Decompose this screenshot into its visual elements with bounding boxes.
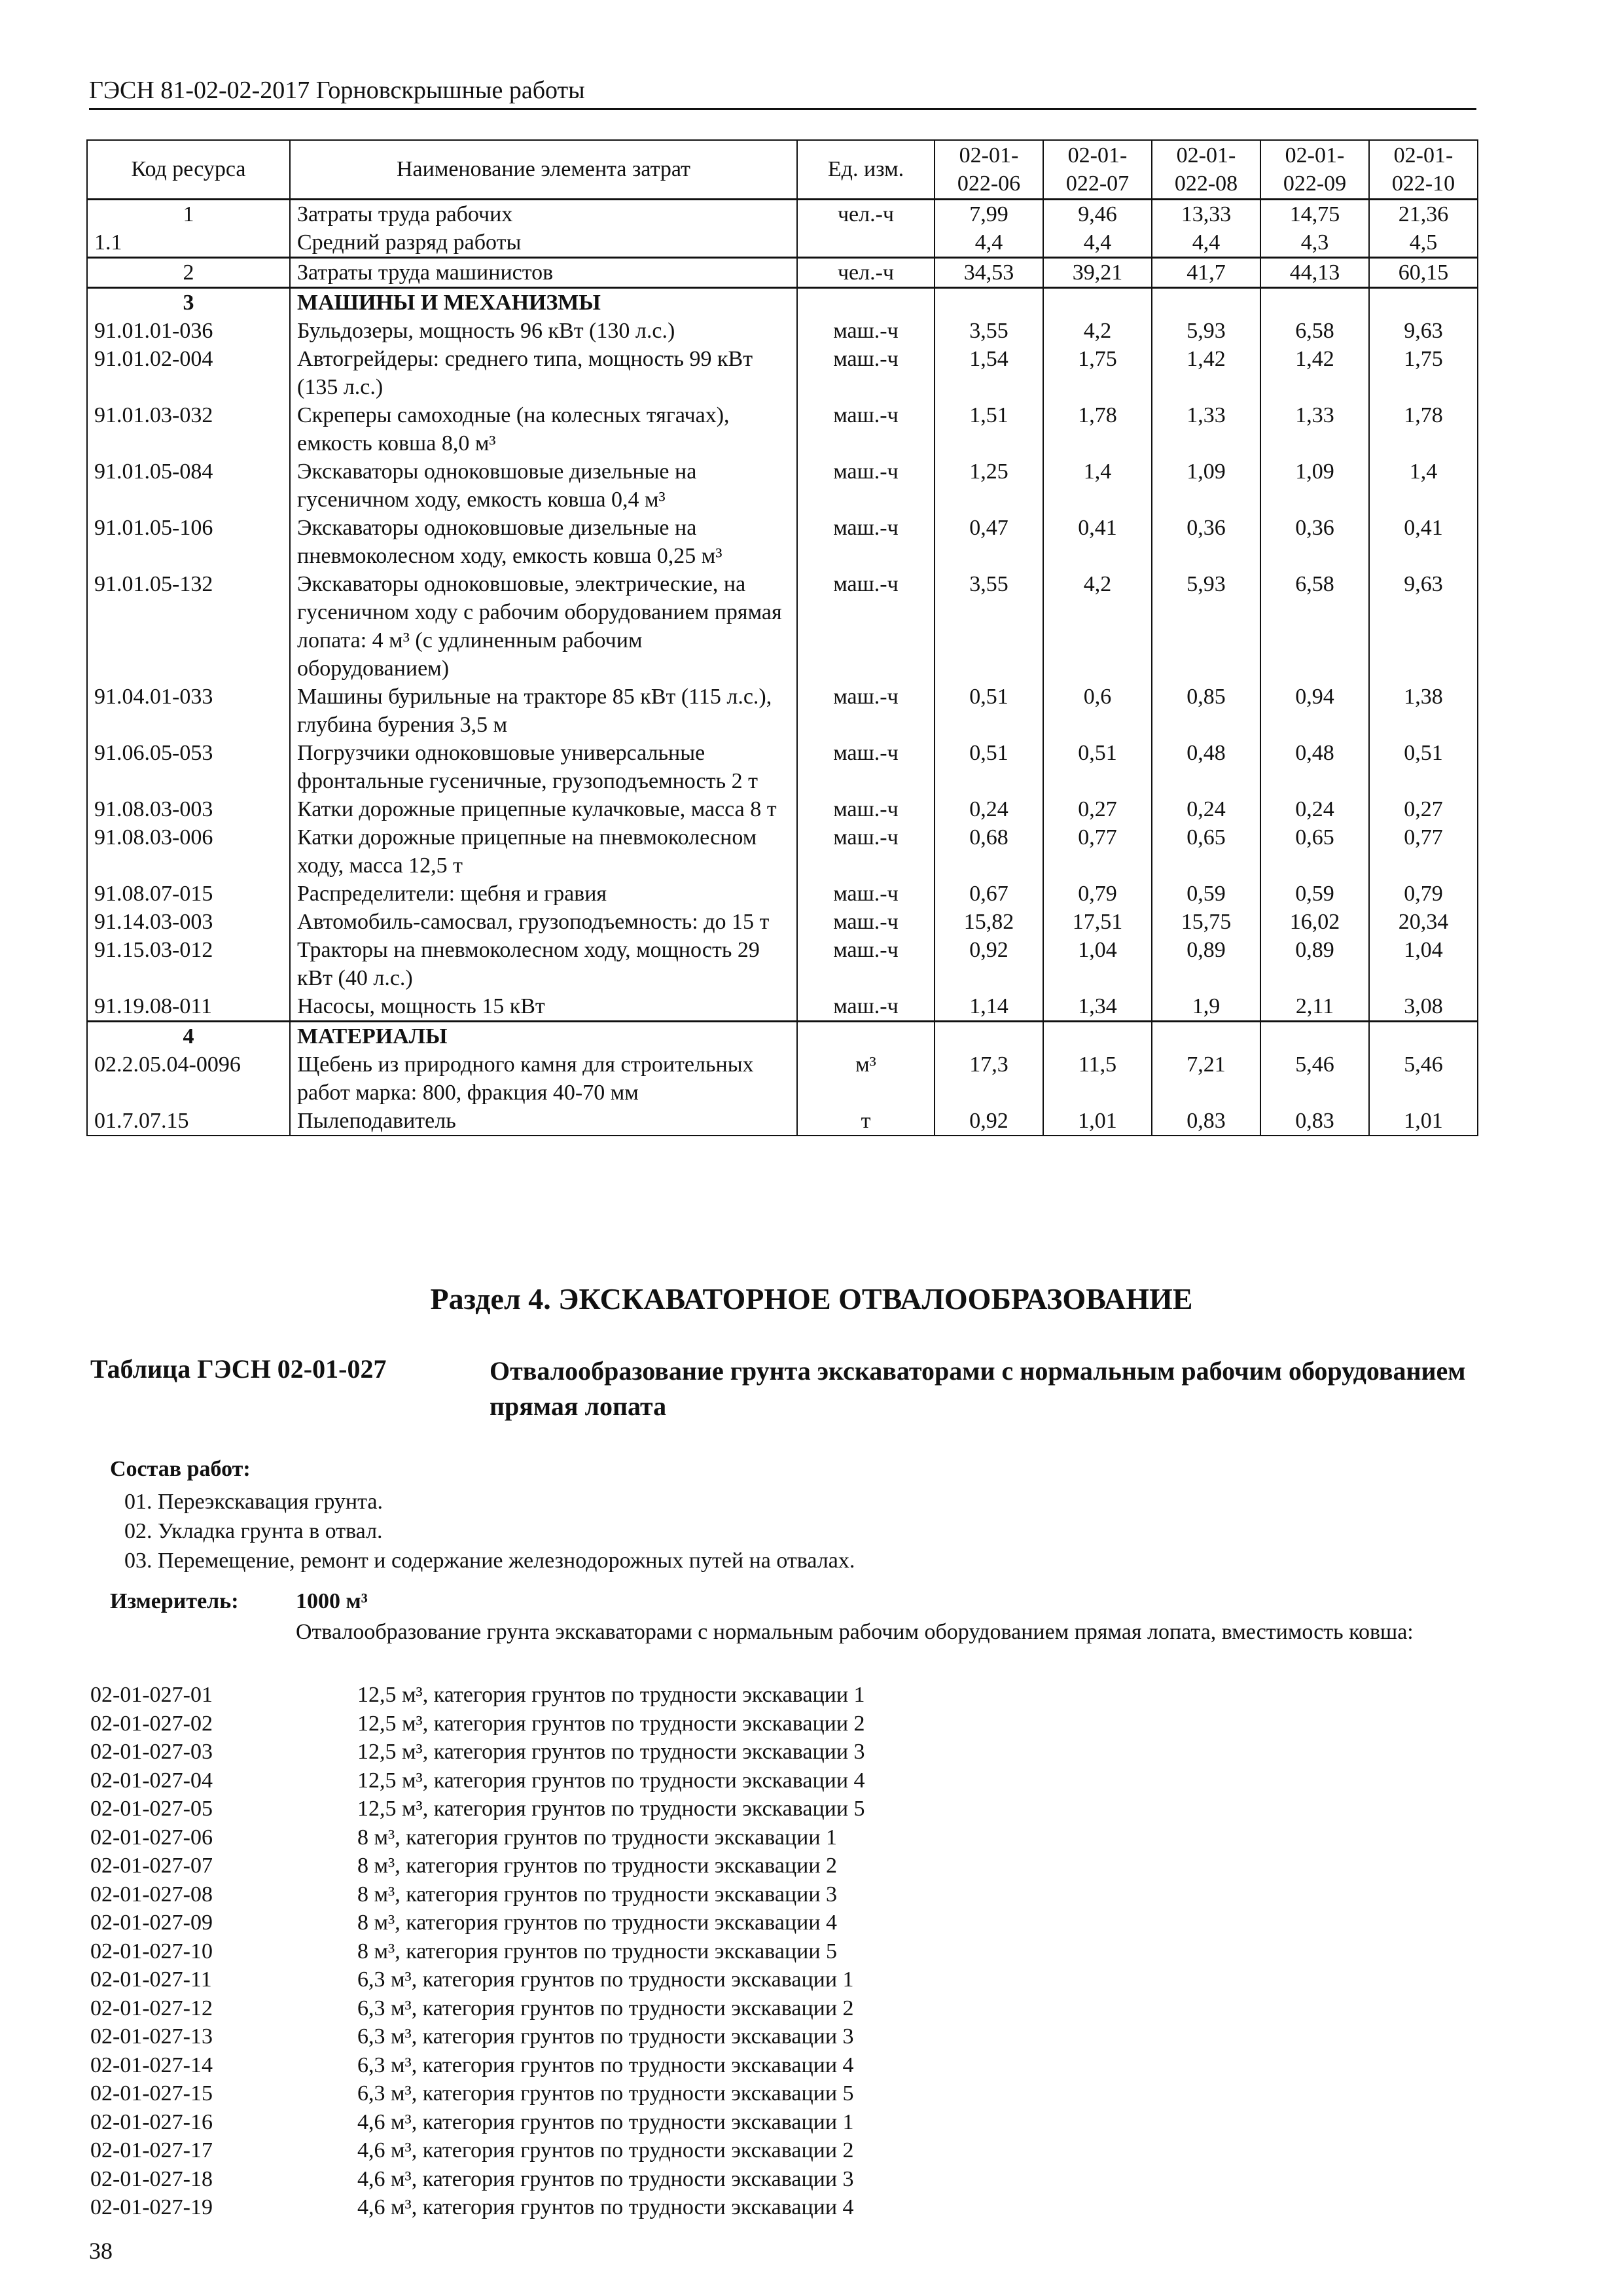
cell-value: 0,24	[935, 795, 1043, 823]
norm-code: 02-01-027-02	[90, 1711, 213, 1736]
list-item	[90, 2051, 865, 2080]
cell-code: 91.01.05-084	[87, 457, 290, 514]
norm-code: 02-01-027-15	[90, 2081, 213, 2106]
cell-value: 7,21	[1152, 1050, 1260, 1107]
cell-value: 11,5	[1043, 1050, 1152, 1107]
cell-value: 1,01	[1369, 1107, 1478, 1136]
cell-value: 1,78	[1043, 401, 1152, 457]
cell-unit: чел.-ч	[797, 257, 935, 287]
cell-value: 0,85	[1152, 683, 1260, 739]
cell-value	[1043, 287, 1152, 317]
cell-value: 1,42	[1260, 345, 1369, 401]
list-item	[90, 1852, 865, 1880]
norm-description: 12,5 м³, категория грунтов по трудности экскавации 4	[357, 1768, 865, 1793]
list-item	[90, 1823, 865, 1852]
list-item: 01. Переэкскавация грунта.	[124, 1490, 383, 1514]
cell-name: МАТЕРИАЛЫ	[290, 1021, 797, 1050]
norm-description: 6,3 м³, категория грунтов по трудности экскавации 4	[357, 2053, 854, 2077]
table-row	[87, 795, 1478, 823]
cell-code: 91.01.05-132	[87, 570, 290, 683]
norm-description: 4,6 м³, категория грунтов по трудности экскавации 2	[357, 2138, 854, 2162]
cell-unit: маш.-ч	[797, 514, 935, 570]
cell-value: 0,51	[935, 683, 1043, 739]
norm-code: 02-01-027-06	[90, 1825, 213, 1850]
work-composition-list	[124, 1487, 855, 1575]
table-row	[87, 228, 1478, 258]
cell-code: 91.19.08-011	[87, 992, 290, 1022]
table-row	[87, 570, 1478, 683]
cell-value: 0,27	[1369, 795, 1478, 823]
cell-value: 1,04	[1369, 936, 1478, 992]
table-row	[87, 823, 1478, 880]
cell-value: 0,51	[1369, 739, 1478, 795]
norm-description: 12,5 м³, категория грунтов по трудности экскавации 2	[357, 1711, 865, 1736]
cell-value: 0,92	[935, 936, 1043, 992]
norm-description: 8 м³, категория грунтов по трудности экскавации 4	[357, 1910, 838, 1935]
cell-value: 0,67	[935, 880, 1043, 908]
norm-description: 6,3 м³, категория грунтов по трудности экскавации 5	[357, 2081, 854, 2106]
norm-code: 02-01-027-03	[90, 1740, 213, 1764]
cell-value: 1,04	[1043, 936, 1152, 992]
cell-code: 1.1	[87, 228, 290, 258]
cell-code: 4	[87, 1021, 290, 1050]
cell-value: 9,46	[1043, 199, 1152, 228]
norm-description: 12,5 м³, категория грунтов по трудности экскавации 5	[357, 1797, 865, 1821]
code-list	[90, 1681, 865, 2222]
cell-value: 1,75	[1369, 345, 1478, 401]
norm-code: 02-01-027-05	[90, 1797, 213, 1821]
cell-value: 0,94	[1260, 683, 1369, 739]
cell-value: 1,51	[935, 401, 1043, 457]
table-row	[87, 936, 1478, 992]
norm-code: 02-01-027-16	[90, 2109, 213, 2134]
cell-value: 6,58	[1260, 570, 1369, 683]
cell-unit: маш.-ч	[797, 317, 935, 345]
cell-name: Затраты труда машинистов	[290, 257, 797, 287]
cell-value: 4,2	[1043, 570, 1152, 683]
cell-value: 0,83	[1152, 1107, 1260, 1136]
section-title: Раздел 4. ЭКСКАВАТОРНОЕ ОТВАЛООБРАЗОВАНИЕ	[430, 1282, 1193, 1316]
cell-value: 16,02	[1260, 908, 1369, 936]
cell-unit: маш.-ч	[797, 345, 935, 401]
cell-value: 34,53	[935, 257, 1043, 287]
measure-value: 1000 м³	[296, 1589, 368, 1613]
cell-value: 15,82	[935, 908, 1043, 936]
table-row	[87, 739, 1478, 795]
list-item	[90, 2079, 865, 2108]
table-row	[87, 401, 1478, 457]
cell-value: 0,92	[935, 1107, 1043, 1136]
cell-value: 9,63	[1369, 570, 1478, 683]
cell-value: 0,89	[1152, 936, 1260, 992]
cell-unit: м³	[797, 1050, 935, 1107]
norm-description: 8 м³, категория грунтов по трудности экскавации 1	[357, 1825, 838, 1850]
cell-value: 0,48	[1260, 739, 1369, 795]
norm-description: 6,3 м³, категория грунтов по трудности экскавации 2	[357, 1996, 854, 2020]
table-row	[87, 514, 1478, 570]
table-ref-name: Отвалообразование грунта экскаваторами с нормальным рабочим оборудованием прямая лопата	[490, 1356, 1466, 1421]
cell-code: 91.01.02-004	[87, 345, 290, 401]
cell-value: 0,65	[1152, 823, 1260, 880]
cell-code: 01.7.07.15	[87, 1107, 290, 1136]
cell-unit: т	[797, 1107, 935, 1136]
list-item	[90, 1710, 865, 1738]
table-row	[87, 317, 1478, 345]
cell-value: 0,68	[935, 823, 1043, 880]
col-header-v1: 02-01- 022-06	[935, 140, 1043, 199]
norm-code: 02-01-027-19	[90, 2195, 213, 2219]
cell-name: Скреперы самоходные (на колесных тягачах), емкость ковша 8,0 м³	[290, 401, 797, 457]
col-header-v2: 02-01- 022-07	[1043, 140, 1152, 199]
cell-value: 0,77	[1043, 823, 1152, 880]
list-item	[90, 1795, 865, 1823]
cell-value: 6,58	[1260, 317, 1369, 345]
cell-value	[1043, 1021, 1152, 1050]
measure-label: Измеритель:	[110, 1589, 239, 1613]
cell-value: 0,65	[1260, 823, 1369, 880]
cell-value: 0,79	[1043, 880, 1152, 908]
cell-value: 15,75	[1152, 908, 1260, 936]
col-header-name: Наименование элемента затрат	[290, 140, 797, 199]
norm-description: 8 м³, категория грунтов по трудности экскавации 2	[357, 1854, 838, 1878]
list-item: 03. Перемещение, ремонт и содержание железнодорожных путей на отвалах.	[124, 1549, 855, 1573]
norm-code: 02-01-027-01	[90, 1683, 213, 1707]
norm-code: 02-01-027-12	[90, 1996, 213, 2020]
cell-name: Экскаваторы одноковшовые дизельные на пневмоколесном ходу, емкость ковша 0,25 м³	[290, 514, 797, 570]
norm-code: 02-01-027-14	[90, 2053, 213, 2077]
cell-value: 0,89	[1260, 936, 1369, 992]
norm-code: 02-01-027-13	[90, 2024, 213, 2049]
cell-name: Щебень из природного камня для строительных работ марка: 800, фракция 40-70 мм	[290, 1050, 797, 1107]
cell-unit: маш.-ч	[797, 570, 935, 683]
norm-description: 8 м³, категория грунтов по трудности экскавации 5	[357, 1939, 838, 1964]
cell-name: Экскаваторы одноковшовые, электрические, на гусеничном ходу с рабочим оборудованием прямая лопата: 4 м³ (с удлиненным рабочим оборудованием)	[290, 570, 797, 683]
table-row	[87, 457, 1478, 514]
cell-value: 60,15	[1369, 257, 1478, 287]
table-row	[87, 683, 1478, 739]
cell-name: Экскаваторы одноковшовые дизельные на гусеничном ходу, емкость ковша 0,4 м³	[290, 457, 797, 514]
norm-description: 6,3 м³, категория грунтов по трудности экскавации 1	[357, 1967, 854, 1992]
cell-value: 1,33	[1152, 401, 1260, 457]
list-item	[90, 1965, 865, 1994]
table-header	[87, 140, 1478, 199]
cell-code: 91.14.03-003	[87, 908, 290, 936]
cell-value: 4,4	[1152, 228, 1260, 258]
cell-unit: маш.-ч	[797, 795, 935, 823]
cell-value: 0,6	[1043, 683, 1152, 739]
cell-name: Насосы, мощность 15 кВт	[290, 992, 797, 1022]
cell-value	[1369, 287, 1478, 317]
cell-value: 0,51	[935, 739, 1043, 795]
col-header-v5: 02-01- 022-10	[1369, 140, 1478, 199]
table-row	[87, 199, 1478, 228]
cell-value: 1,42	[1152, 345, 1260, 401]
cell-value: 3,08	[1369, 992, 1478, 1022]
norm-code: 02-01-027-10	[90, 1939, 213, 1964]
cell-value: 1,38	[1369, 683, 1478, 739]
cell-name: Машины бурильные на тракторе 85 кВт (115 л.с.), глубина бурения 3,5 м	[290, 683, 797, 739]
header-rule	[89, 108, 1476, 110]
cell-value: 17,3	[935, 1050, 1043, 1107]
cell-value: 41,7	[1152, 257, 1260, 287]
cell-value: 4,4	[935, 228, 1043, 258]
cell-code: 91.01.05-106	[87, 514, 290, 570]
norm-code: 02-01-027-09	[90, 1910, 213, 1935]
cell-value: 1,75	[1043, 345, 1152, 401]
norm-code: 02-01-027-04	[90, 1768, 213, 1793]
cell-value: 7,99	[935, 199, 1043, 228]
norm-code: 02-01-027-18	[90, 2166, 213, 2191]
norm-code: 02-01-027-07	[90, 1854, 213, 1878]
cell-value: 1,78	[1369, 401, 1478, 457]
cell-value: 4,3	[1260, 228, 1369, 258]
cell-value: 1,4	[1369, 457, 1478, 514]
cell-unit: маш.-ч	[797, 880, 935, 908]
list-item: 02. Укладка грунта в отвал.	[124, 1519, 383, 1543]
cell-value: 0,79	[1369, 880, 1478, 908]
cell-value: 0,59	[1260, 880, 1369, 908]
cell-value: 0,36	[1260, 514, 1369, 570]
cell-value: 0,77	[1369, 823, 1478, 880]
list-item	[90, 1681, 865, 1710]
cell-name: Тракторы на пневмоколесном ходу, мощность 29 кВт (40 л.с.)	[290, 936, 797, 992]
norm-code: 02-01-027-08	[90, 1882, 213, 1907]
cell-code: 91.15.03-012	[87, 936, 290, 992]
cell-unit: чел.-ч	[797, 199, 935, 228]
cell-unit: маш.-ч	[797, 683, 935, 739]
cell-unit: маш.-ч	[797, 401, 935, 457]
table-ref-label: Таблица ГЭСН 02-01-027	[90, 1354, 387, 1384]
cell-value: 44,13	[1260, 257, 1369, 287]
measure-description: Отвалообразование грунта экскаваторами с нормальным рабочим оборудованием прямая лопата, вместимость ковша:	[296, 1620, 1414, 1644]
cell-code: 1	[87, 199, 290, 228]
list-item	[90, 1880, 865, 1909]
norm-description: 12,5 м³, категория грунтов по трудности экскавации 3	[357, 1740, 865, 1764]
cell-name: Катки дорожные прицепные на пневмоколесном ходу, масса 12,5 т	[290, 823, 797, 880]
list-item	[90, 2165, 865, 2194]
table-row	[87, 1107, 1478, 1136]
cell-name: Погрузчики одноковшовые универсальные фронтальные гусеничные, грузоподъемность 2 т	[290, 739, 797, 795]
table-row	[87, 287, 1478, 317]
cell-value: 1,09	[1260, 457, 1369, 514]
resource-table	[86, 139, 1478, 1136]
cell-value	[1369, 1021, 1478, 1050]
col-header-v3: 02-01- 022-08	[1152, 140, 1260, 199]
list-item	[90, 1937, 865, 1966]
norm-description: 6,3 м³, категория грунтов по трудности экскавации 3	[357, 2024, 854, 2049]
cell-name: МАШИНЫ И МЕХАНИЗМЫ	[290, 287, 797, 317]
cell-name: Автомобиль-самосвал, грузоподъемность: до 15 т	[290, 908, 797, 936]
cell-name: Катки дорожные прицепные кулачковые, масса 8 т	[290, 795, 797, 823]
table-body	[87, 199, 1478, 1136]
list-item	[90, 1738, 865, 1767]
cell-unit: маш.-ч	[797, 823, 935, 880]
cell-name: Затраты труда рабочих	[290, 199, 797, 228]
cell-value: 0,36	[1152, 514, 1260, 570]
cell-code: 91.08.03-003	[87, 795, 290, 823]
cell-value: 21,36	[1369, 199, 1478, 228]
cell-value: 5,93	[1152, 317, 1260, 345]
cell-value: 3,55	[935, 570, 1043, 683]
list-item	[90, 2022, 865, 2051]
cell-value: 4,5	[1369, 228, 1478, 258]
cell-value: 1,33	[1260, 401, 1369, 457]
cell-value: 0,83	[1260, 1107, 1369, 1136]
col-header-v4: 02-01- 022-09	[1260, 140, 1369, 199]
cell-value: 1,9	[1152, 992, 1260, 1022]
cell-name: Бульдозеры, мощность 96 кВт (130 л.с.)	[290, 317, 797, 345]
cell-unit	[797, 287, 935, 317]
table-row	[87, 1050, 1478, 1107]
cell-code: 91.08.03-006	[87, 823, 290, 880]
cell-value: 1,34	[1043, 992, 1152, 1022]
cell-code: 91.01.03-032	[87, 401, 290, 457]
table-row	[87, 992, 1478, 1022]
cell-value: 2,11	[1260, 992, 1369, 1022]
cell-value: 1,09	[1152, 457, 1260, 514]
cell-value: 0,59	[1152, 880, 1260, 908]
cell-value: 39,21	[1043, 257, 1152, 287]
cell-value: 0,41	[1043, 514, 1152, 570]
cell-value	[935, 1021, 1043, 1050]
cell-unit: маш.-ч	[797, 936, 935, 992]
cell-unit: маш.-ч	[797, 457, 935, 514]
cell-code: 02.2.05.04-0096	[87, 1050, 290, 1107]
table-row	[87, 1021, 1478, 1050]
norm-description: 12,5 м³, категория грунтов по трудности экскавации 1	[357, 1683, 865, 1707]
cell-value: 0,41	[1369, 514, 1478, 570]
col-header-unit: Ед. изм.	[797, 140, 935, 199]
list-item	[90, 2108, 865, 2137]
work-composition-heading: Состав работ:	[110, 1457, 251, 1481]
cell-value: 0,24	[1152, 795, 1260, 823]
norm-code: 02-01-027-17	[90, 2138, 213, 2162]
cell-value: 20,34	[1369, 908, 1478, 936]
cell-value	[1152, 1021, 1260, 1050]
cell-code: 91.01.01-036	[87, 317, 290, 345]
cell-unit: маш.-ч	[797, 908, 935, 936]
table-row	[87, 257, 1478, 287]
cell-value: 5,93	[1152, 570, 1260, 683]
cell-value: 17,51	[1043, 908, 1152, 936]
cell-value: 1,14	[935, 992, 1043, 1022]
cell-value: 5,46	[1369, 1050, 1478, 1107]
cell-value: 1,25	[935, 457, 1043, 514]
cell-name: Автогрейдеры: среднего типа, мощность 99 кВт (135 л.с.)	[290, 345, 797, 401]
norm-code: 02-01-027-11	[90, 1967, 212, 1992]
cell-value: 4,2	[1043, 317, 1152, 345]
cell-value: 0,27	[1043, 795, 1152, 823]
cell-value: 0,51	[1043, 739, 1152, 795]
cell-value: 0,48	[1152, 739, 1260, 795]
cell-value: 9,63	[1369, 317, 1478, 345]
cell-name: Распределители: щебня и гравия	[290, 880, 797, 908]
cell-value: 1,54	[935, 345, 1043, 401]
cell-value: 5,46	[1260, 1050, 1369, 1107]
cell-value: 3,55	[935, 317, 1043, 345]
cell-name: Средний разряд работы	[290, 228, 797, 258]
cell-code: 91.06.05-053	[87, 739, 290, 795]
cell-value: 1,4	[1043, 457, 1152, 514]
running-header: ГЭСН 81-02-02-2017 Горновскрышные работы	[89, 77, 585, 104]
cell-value: 13,33	[1152, 199, 1260, 228]
list-item	[90, 2136, 865, 2165]
list-item	[90, 1994, 865, 2023]
cell-value	[1260, 287, 1369, 317]
cell-code: 3	[87, 287, 290, 317]
cell-unit: маш.-ч	[797, 992, 935, 1022]
table-row	[87, 880, 1478, 908]
cell-unit	[797, 228, 935, 258]
cell-value: 4,4	[1043, 228, 1152, 258]
norm-description: 4,6 м³, категория грунтов по трудности экскавации 4	[357, 2195, 854, 2219]
table-row	[87, 908, 1478, 936]
cell-value	[935, 287, 1043, 317]
col-header-code: Код ресурса	[87, 140, 290, 199]
cell-code: 2	[87, 257, 290, 287]
list-item	[90, 2193, 865, 2222]
cell-code: 91.04.01-033	[87, 683, 290, 739]
cell-value: 0,24	[1260, 795, 1369, 823]
cell-code: 91.08.07-015	[87, 880, 290, 908]
list-item	[90, 1909, 865, 1937]
list-item	[90, 1767, 865, 1795]
cell-value: 1,01	[1043, 1107, 1152, 1136]
cell-unit	[797, 1021, 935, 1050]
norm-description: 4,6 м³, категория грунтов по трудности экскавации 1	[357, 2109, 854, 2134]
table-row	[87, 345, 1478, 401]
cell-value	[1152, 287, 1260, 317]
cell-value: 14,75	[1260, 199, 1369, 228]
page-number: 38	[89, 2238, 113, 2264]
norm-description: 8 м³, категория грунтов по трудности экскавации 3	[357, 1882, 838, 1907]
norm-description: 4,6 м³, категория грунтов по трудности экскавации 3	[357, 2166, 854, 2191]
cell-value	[1260, 1021, 1369, 1050]
cell-unit: маш.-ч	[797, 739, 935, 795]
cell-name: Пылеподавитель	[290, 1107, 797, 1136]
cell-value: 0,47	[935, 514, 1043, 570]
